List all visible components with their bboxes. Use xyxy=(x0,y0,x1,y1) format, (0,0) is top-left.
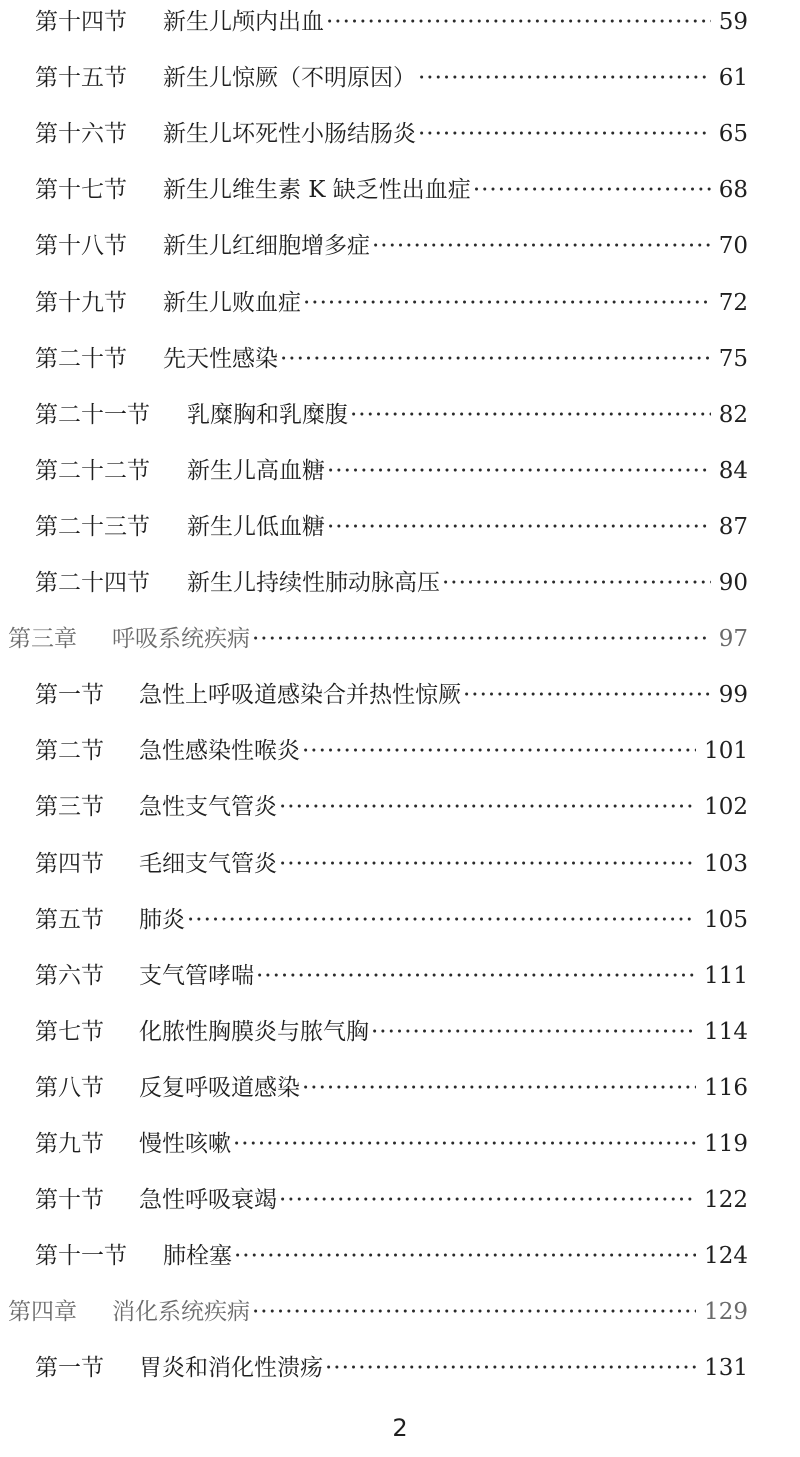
page-ref: 131 xyxy=(704,1355,748,1382)
page-ref: 61 xyxy=(718,65,748,92)
dot-leader xyxy=(280,339,711,379)
toc-chapter-entry[interactable] xyxy=(0,1292,800,1332)
page-ref: 124 xyxy=(704,1243,748,1270)
section-number: 第十五节 xyxy=(35,65,127,92)
toc-section-entry[interactable] xyxy=(0,844,800,884)
section-number: 第一节 xyxy=(35,682,104,709)
toc-section-entry[interactable] xyxy=(0,507,800,547)
page-number: 2 xyxy=(392,1414,408,1442)
dot-leader xyxy=(256,956,696,996)
dot-leader xyxy=(418,114,711,154)
section-number: 第十九节 xyxy=(35,289,127,316)
dot-leader xyxy=(463,675,711,715)
section-number: 第五节 xyxy=(35,906,104,933)
section-title: 急性呼吸衰竭 xyxy=(139,1187,277,1214)
section-title: 新生儿红细胞增多症 xyxy=(163,233,370,260)
page-ref: 129 xyxy=(704,1299,748,1326)
section-title: 化脓性胸膜炎与脓气胸 xyxy=(139,1018,369,1045)
chapter-title: 消化系统疾病 xyxy=(112,1299,250,1326)
section-number: 第六节 xyxy=(35,962,104,989)
section-number: 第十四节 xyxy=(35,9,127,35)
toc-section-entry[interactable] xyxy=(0,675,800,715)
dot-leader xyxy=(303,283,711,323)
dot-leader xyxy=(252,619,711,659)
page-ref: 105 xyxy=(704,906,748,933)
section-title: 胃炎和消化性溃疡 xyxy=(139,1355,323,1382)
section-number: 第二十二节 xyxy=(35,457,150,484)
dot-leader xyxy=(372,226,711,266)
section-title: 肺栓塞 xyxy=(163,1243,232,1270)
section-title: 毛细支气管炎 xyxy=(139,850,277,877)
dot-leader xyxy=(233,1124,696,1164)
dot-leader xyxy=(234,1236,696,1276)
page-ref: 90 xyxy=(718,570,748,596)
toc-section-entry[interactable] xyxy=(0,900,800,940)
page-ref: 84 xyxy=(718,457,748,484)
page-ref: 116 xyxy=(704,1074,748,1101)
section-number: 第二十四节 xyxy=(35,570,150,596)
toc-section-entry[interactable] xyxy=(0,1012,800,1052)
dot-leader xyxy=(473,170,711,210)
section-number: 第二节 xyxy=(35,738,104,765)
toc-section-entry[interactable] xyxy=(0,787,800,827)
section-number: 第七节 xyxy=(35,1018,104,1045)
section-number: 第九节 xyxy=(35,1131,104,1157)
section-title: 先天性感染 xyxy=(163,345,278,372)
section-title: 急性上呼吸道感染合并热性惊厥 xyxy=(139,682,461,709)
section-title: 慢性咳嗽 xyxy=(139,1131,231,1157)
page-ref: 111 xyxy=(704,962,748,989)
dot-leader xyxy=(187,900,696,940)
dot-leader xyxy=(371,1012,696,1052)
page-ref: 102 xyxy=(704,794,748,821)
chapter-title: 呼吸系统疾病 xyxy=(112,626,250,653)
page-ref: 114 xyxy=(704,1018,748,1045)
page-ref: 87 xyxy=(718,513,748,540)
toc-section-entry[interactable] xyxy=(0,170,800,210)
toc-section-entry[interactable] xyxy=(0,1236,800,1276)
toc-section-entry[interactable] xyxy=(0,1124,800,1164)
section-title: 新生儿高血糖 xyxy=(187,457,325,484)
page-ref: 68 xyxy=(718,177,748,204)
toc-section-entry[interactable] xyxy=(0,395,800,435)
section-number: 第十一节 xyxy=(35,1243,127,1270)
page-ref: 70 xyxy=(718,233,748,260)
dot-leader xyxy=(442,563,711,603)
page-ref: 75 xyxy=(718,345,748,372)
page-ref: 65 xyxy=(718,121,748,148)
toc-section-entry[interactable] xyxy=(0,114,800,154)
toc-section-entry[interactable] xyxy=(0,563,800,603)
section-number: 第十八节 xyxy=(35,233,127,260)
section-title: 新生儿低血糖 xyxy=(187,513,325,540)
section-title: 支气管哮喘 xyxy=(139,962,254,989)
dot-leader xyxy=(326,2,711,42)
section-number: 第十节 xyxy=(35,1187,104,1214)
page-ref: 101 xyxy=(704,738,748,765)
page-ref: 119 xyxy=(704,1131,748,1157)
toc-section-entry[interactable] xyxy=(0,1068,800,1108)
section-number: 第一节 xyxy=(35,1355,104,1382)
dot-leader xyxy=(252,1292,696,1332)
toc-section-entry[interactable] xyxy=(0,339,800,379)
dot-leader xyxy=(279,787,696,827)
section-title: 新生儿坏死性小肠结肠炎 xyxy=(163,121,416,148)
section-title: 新生儿败血症 xyxy=(163,289,301,316)
page-ref: 99 xyxy=(718,682,748,709)
dot-leader xyxy=(325,1348,696,1388)
section-title: 新生儿颅内出血 xyxy=(163,9,324,35)
section-number: 第十七节 xyxy=(35,177,127,204)
dot-leader xyxy=(418,58,711,98)
section-number: 第二十一节 xyxy=(35,401,150,428)
section-title: 急性支气管炎 xyxy=(139,794,277,821)
section-title: 新生儿持续性肺动脉高压 xyxy=(187,570,440,596)
section-title: 肺炎 xyxy=(139,906,185,933)
section-number: 第八节 xyxy=(35,1074,104,1101)
toc-section-entry[interactable] xyxy=(0,226,800,266)
page-ref: 103 xyxy=(704,850,748,877)
toc-section-entry[interactable] xyxy=(0,731,800,771)
chapter-number: 第四章 xyxy=(8,1299,77,1326)
toc-section-entry[interactable] xyxy=(0,58,800,98)
section-number: 第十六节 xyxy=(35,121,127,148)
toc-section-entry[interactable] xyxy=(0,283,800,323)
toc-section-entry[interactable] xyxy=(0,451,800,491)
toc-chapter-entry[interactable] xyxy=(0,619,800,659)
toc-section-entry[interactable] xyxy=(0,2,800,42)
page-ref: 59 xyxy=(718,9,748,35)
section-number: 第二十三节 xyxy=(35,513,150,540)
dot-leader xyxy=(327,507,711,547)
dot-leader xyxy=(302,1068,696,1108)
page-ref: 82 xyxy=(718,401,748,428)
section-number: 第三节 xyxy=(35,794,104,821)
section-title: 新生儿维生素 K 缺乏性出血症 xyxy=(163,177,471,204)
dot-leader xyxy=(327,451,711,491)
dot-leader xyxy=(279,844,696,884)
toc-section-entry[interactable] xyxy=(0,1348,800,1388)
section-title: 乳糜胸和乳糜腹 xyxy=(187,401,348,428)
chapter-number: 第三章 xyxy=(8,626,77,653)
dot-leader xyxy=(350,395,711,435)
page-ref: 122 xyxy=(704,1187,748,1214)
dot-leader xyxy=(279,1180,696,1220)
dot-leader xyxy=(302,731,696,771)
section-number: 第四节 xyxy=(35,850,104,877)
section-title: 新生儿惊厥（不明原因） xyxy=(163,65,416,92)
page-ref: 97 xyxy=(718,626,748,653)
section-title: 急性感染性喉炎 xyxy=(139,738,300,765)
page-ref: 72 xyxy=(718,289,748,316)
toc-section-entry[interactable] xyxy=(0,1180,800,1220)
section-title: 反复呼吸道感染 xyxy=(139,1074,300,1101)
toc-section-entry[interactable] xyxy=(0,956,800,996)
section-number: 第二十节 xyxy=(35,345,127,372)
